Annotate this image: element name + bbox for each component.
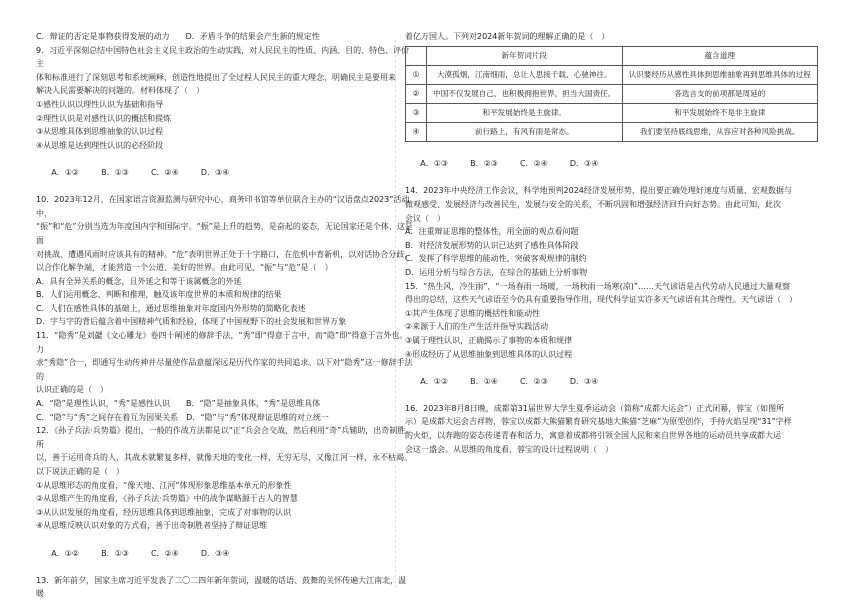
text-line: ①其产生体现了思维的概括性和能动性 [405,308,541,318]
row-index: ④ [406,122,427,141]
text-line: D．运用分析与综合方法，在综合的基础上分析事物 [405,267,588,277]
text-line: 13．新年前夕，国家主席习近平发表了二〇二四年新年贺词，温暖的话语、鼓舞的关怀传遍大江南北，温暖 [36,575,407,599]
text-line: A．注重辩证思维的整体性，用全面的观点看问题 [405,227,579,237]
text-line: 10．2023年12月，在国家语言资源监测与研究中心，商务印书馆等单位联合主办的“汉语盘点2023”活动中， [36,195,410,218]
text-line: 着亿万国人。下列对2024新年贺词的理解正确的是（ ） [405,32,610,41]
option: A．①② [51,548,80,558]
text-line: 9．习近平深刻总结中国特色社会主义民主政治的生动实践，对人民民主的性质、内涵、目的、特色、评价主 [36,45,410,69]
text-line: 的火炬，以奔跑的姿态传递青春和活力，寓意着成都将引领全国人民和来自世界各地的运动员共享成都大运 [405,431,781,441]
option: A．①③ [420,159,449,169]
new-year-speech-table [405,46,818,142]
option: D．③④ [200,548,230,558]
text-line: ①从思维形态的角度看，“像天地、江河”体现形象思维基本单元的形象性 [36,480,292,490]
text-line: A．具有全异关系的概念，且外延之和等于该属概念的外延 [36,276,242,286]
table-row [406,65,818,84]
right-column [405,30,825,456]
text-line: 微观感受、发展经济与改善民生，发展与安全的关系，不断巩固和增强经济回升向好态势。由此可知，此次 [405,199,781,209]
text-line: D．字与字的背后蕴含着中国精神气质和经验，体现了中国视野下的社会发展和世界万象 [36,317,347,327]
text-line: ④从思维反映认识对象的方式看，善于出奇制胜者坚持了辩证思维 [36,521,268,531]
answer-options-q15 [405,361,825,402]
text-line: 体和标准进行了深刻思考和系统阐释，创造性地提出了全过程人民民主的重大理念，明确民主是要用来 [36,72,396,82]
text-line: 16．2023年8月8日晚，成都第31届世界大学生夏季运动会（简称“成都大运会”）正式闭幕，蓉宝（如图所 [405,403,785,413]
option: B．①④ [470,376,498,386]
text-line: B．人们运用概念、判断和推理，触及该年度世界的本质和规律的结果 [36,290,282,300]
table-header-row [406,46,818,65]
answer-options-q13 [405,144,825,185]
option: D．③④ [569,159,599,169]
speech-excerpt: 中国不仅发展自己，也积极拥抱世界，担当大国责任。 [427,84,623,103]
text-line: 解决人民需要解决的问题的。材料体现了（ ） [36,86,204,96]
meaning-cell: 我们要坚持底线思维，从容应对各种风险挑战。 [622,122,818,141]
option: C．②③ [519,376,548,386]
option: C．②④ [150,167,179,177]
text-line: ③从思维具体到思维抽象的认识过程 [36,127,164,137]
text-line: ①感性认识以理性认识为基础和指导 [36,99,164,109]
option: B．②③ [470,159,498,169]
text-line: 会议（ ） [405,213,445,223]
row-index: ② [406,84,427,103]
text-line: 15．“热生风，冷生雨”，“一场春雨一场暖，一场秋雨一场寒(凉)”……天气谚语是古代劳动人民通过大量观察 [405,281,790,291]
text-line: 求“秀隐”合一，即通写生动传神并尽量使作品意蕴深远是历代作家的共同追求。以下对“隐秀”这一修辞手法的 [36,358,413,381]
left-column [36,30,414,601]
meaning-cell: 和平发展始终不是非主旋律 [622,103,818,122]
text-line: 以，善于运用奇兵的人，其战术就繁复多样，就像天地的变化一样，无穷无尽，又像江河一样，永不枯竭。 [36,453,412,463]
text-line: 12．《孙子兵法·兵势篇》提出，一般的作战方法都是以“正”兵会合交战，然后利用“奇”兵辅助，出奇制胜。所 [36,426,414,449]
option: B．①③ [101,167,129,177]
text-line: 得出的总结，这些天气谚语至今仍具有重要指导作用，现代科学证实许多天气谚语有其合理性。天气谚语（ ） [405,295,797,305]
text-line: A．“隐”是理性认识，“秀”是感性认识 B．“隐”是抽象具体，“秀”是思维具体 [36,399,321,409]
table-header: 蕴含道理 [622,46,818,65]
speech-excerpt: 和平发展始终是主旋律。 [427,103,623,122]
text-line: C．“隐”与“秀”之间存在着互为因果关系 D．“隐”与“秀”体现辩证思维的对立统一 [36,412,329,422]
text-line: C．人们在感性具体的基础上，通过思维抽象对年度国内外形势的简略化表述 [36,303,306,313]
text-line: 认识正确的是（ ） [36,385,108,395]
option: A．①② [420,376,449,386]
row-index: ③ [406,103,427,122]
table-header: 新年贺词片段 [427,46,623,65]
text-line: 示）是成都大运会吉祥物，蓉宝以成都大熊猫繁育研究基地大熊猫“芝麻”为原型创作，手持火焰呈现“31”字样 [405,417,792,427]
text-line: “振”和“危”分别当选为年度国内字和国际字。“振”是上升的趋势，是奋起的姿态，无论国家还是个体，这是面 [36,222,413,245]
meaning-cell: 认识要经历从感性具体到思维抽象再到思维具体的过程 [622,65,818,84]
text-line: ③属于理性认识，正确揭示了事物的本质和规律 [405,335,573,345]
text-line: 14．2023年中央经济工作会议，科学地预判2024经济发展形势，提出要正确处理好速度与质量、宏观数据与 [405,186,792,196]
option: B．①③ [101,548,129,558]
row-index: ① [406,65,427,84]
answer-options-q12 [36,533,414,574]
text-line: ②理性认识是对感性认识的概括和提炼 [36,113,172,123]
text-line: ④形成经历了从思维抽象到思维具体的认识过程 [405,349,573,359]
text-line: ③从认识发展的角度看，经历思维具体到思维抽象，完成了对事物的认识 [36,507,292,517]
option: A．①② [51,167,80,177]
meaning-cell: 各选言支的前项都是周延的 [622,84,818,103]
option: C．②④ [150,548,179,558]
text-line: C．辩证的否定是事物获得发展的动力 D．矛盾斗争的结果会产生新的规定性 [36,32,320,41]
table-row [406,122,818,141]
answer-options-q9 [36,152,414,193]
text-line: 对挑战、遭遇风雨时应该具有的精神。“危”表明世界正处于十字路口，在危机中育新机，以对话协合分歧， [36,249,413,259]
text-line: B．对经济发展形势的认识已达到了感性具体阶段 [405,240,579,250]
text-line: ④从思维是达到理性认识的必经阶段 [36,140,164,150]
table-row [406,103,818,122]
text-line: 会这一盛会。从思维的角度看，蓉宝的设计过程说明（ ） [405,444,613,454]
text-line: 11．“隐秀”是刘勰《文心雕龙》卷四十阐述的修辞手法，“秀”即“得意于言中，而“隐”即“得意于言外也。力 [36,331,408,354]
text-line: ②来源于人们的生产生活并指导实践活动 [405,322,549,332]
text-line: 以下说法正确的是（ ） [36,467,124,476]
table-row [406,84,818,103]
text-line: ②从思维产生的角度看，《孙子兵法·兵势篇》中的战争谋略源于古人的智慧 [36,494,298,504]
text-line: C．发挥了科学思维的能动性，突破客观规律的制约 [405,254,587,264]
option: D．③④ [569,376,599,386]
speech-excerpt: 前行路上，有风有雨是常态。 [427,122,623,141]
option: D．③④ [200,167,230,177]
option: C．②④ [519,159,548,169]
speech-excerpt: 大漠孤烟，江南细雨，总让人思接千载、心驰神往。 [427,65,623,84]
text-line: 以合作化解争端，才能营造一个公道、美好的世界。由此可见，“振”与“危”是（ ） [36,263,333,273]
